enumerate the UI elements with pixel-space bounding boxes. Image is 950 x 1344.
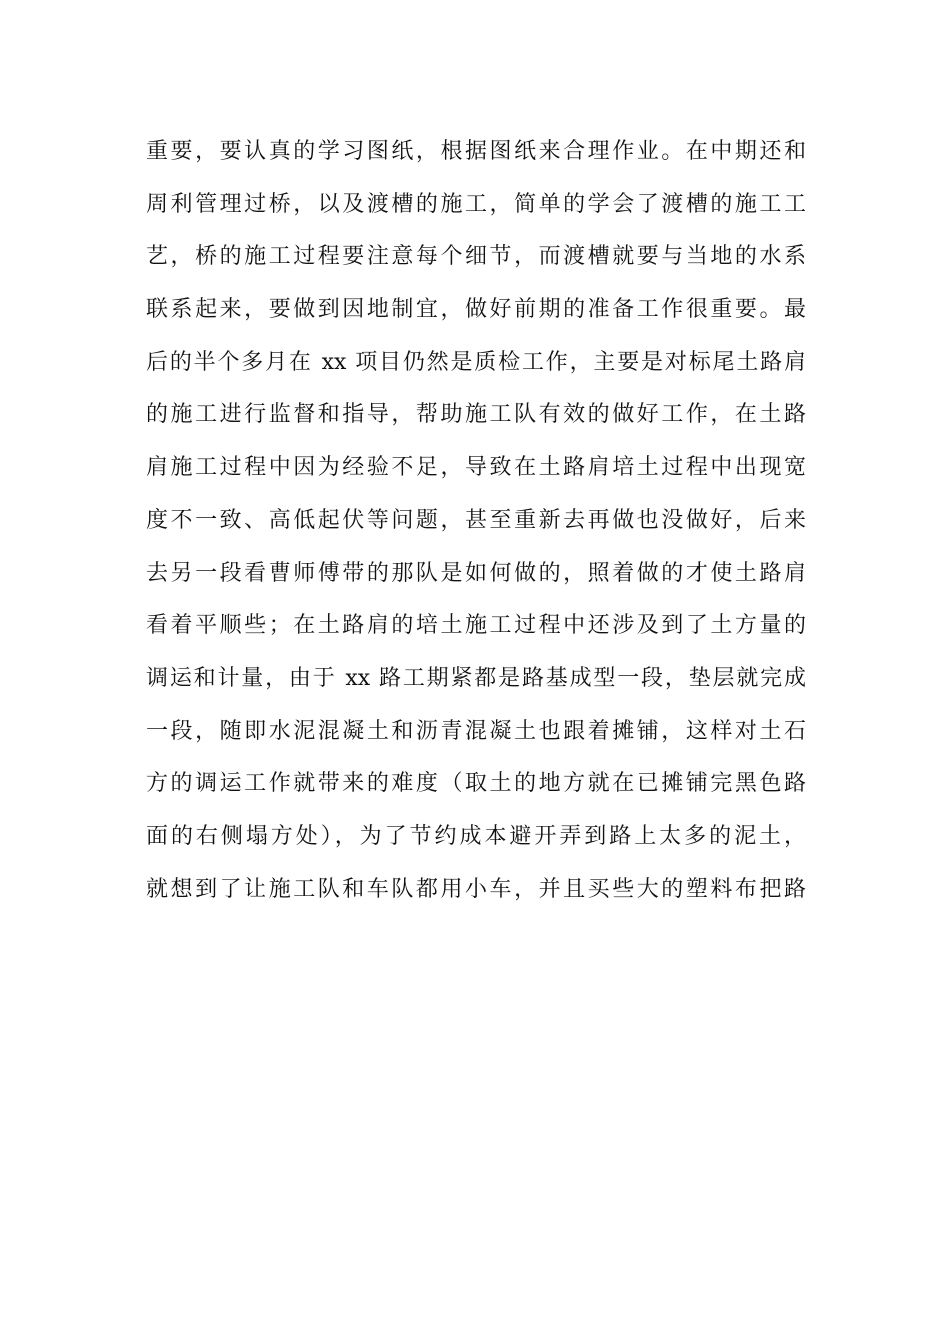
text-line: 就想到了让施工队和车队都用小车，并且买些大的塑料布把路	[146, 876, 806, 902]
text-line: 重要，要认真的学习图纸，根据图纸来合理作业。在中期还和	[146, 139, 806, 164]
text-line: 去另一段看曹师傅带的那队是如何做的，照着做的才使土路肩	[146, 560, 806, 586]
text-line: 度不一致、高低起伏等问题，甚至重新去再做也没做好，后来	[146, 507, 806, 533]
text-line: 周利管理过桥，以及渡槽的施工，简单的学会了渡槽的施工工	[146, 191, 806, 217]
text-line: 看着平顺些；在土路肩的培土施工过程中还涉及到了土方量的	[146, 613, 806, 639]
text-line: 方的调运工作就带来的难度（取土的地方就在已摊铺完黑色路	[146, 771, 806, 797]
text-line: 肩施工过程中因为经验不足，导致在土路肩培土过程中出现宽	[146, 455, 806, 481]
text-line: 调运和计量，由于 xx 路工期紧都是路基成型一段，垫层就完成	[146, 665, 806, 691]
text-line: 后的半个多月在 xx 项目仍然是质检工作，主要是对标尾土路肩	[146, 349, 806, 375]
text-line: 联系起来，要做到因地制宜，做好前期的准备工作很重要。最	[146, 297, 806, 323]
text-line: 一段，随即水泥混凝土和沥青混凝土也跟着摊铺，这样对土石	[146, 718, 806, 744]
body-text	[146, 129, 806, 919]
text-line: 艺，桥的施工过程要注意每个细节，而渡槽就要与当地的水系	[146, 244, 806, 270]
text-line: 面的右侧塌方处），为了节约成本避开弄到路上太多的泥土，	[146, 823, 806, 849]
text-line: 的施工进行监督和指导，帮助施工队有效的做好工作，在土路	[146, 402, 806, 428]
